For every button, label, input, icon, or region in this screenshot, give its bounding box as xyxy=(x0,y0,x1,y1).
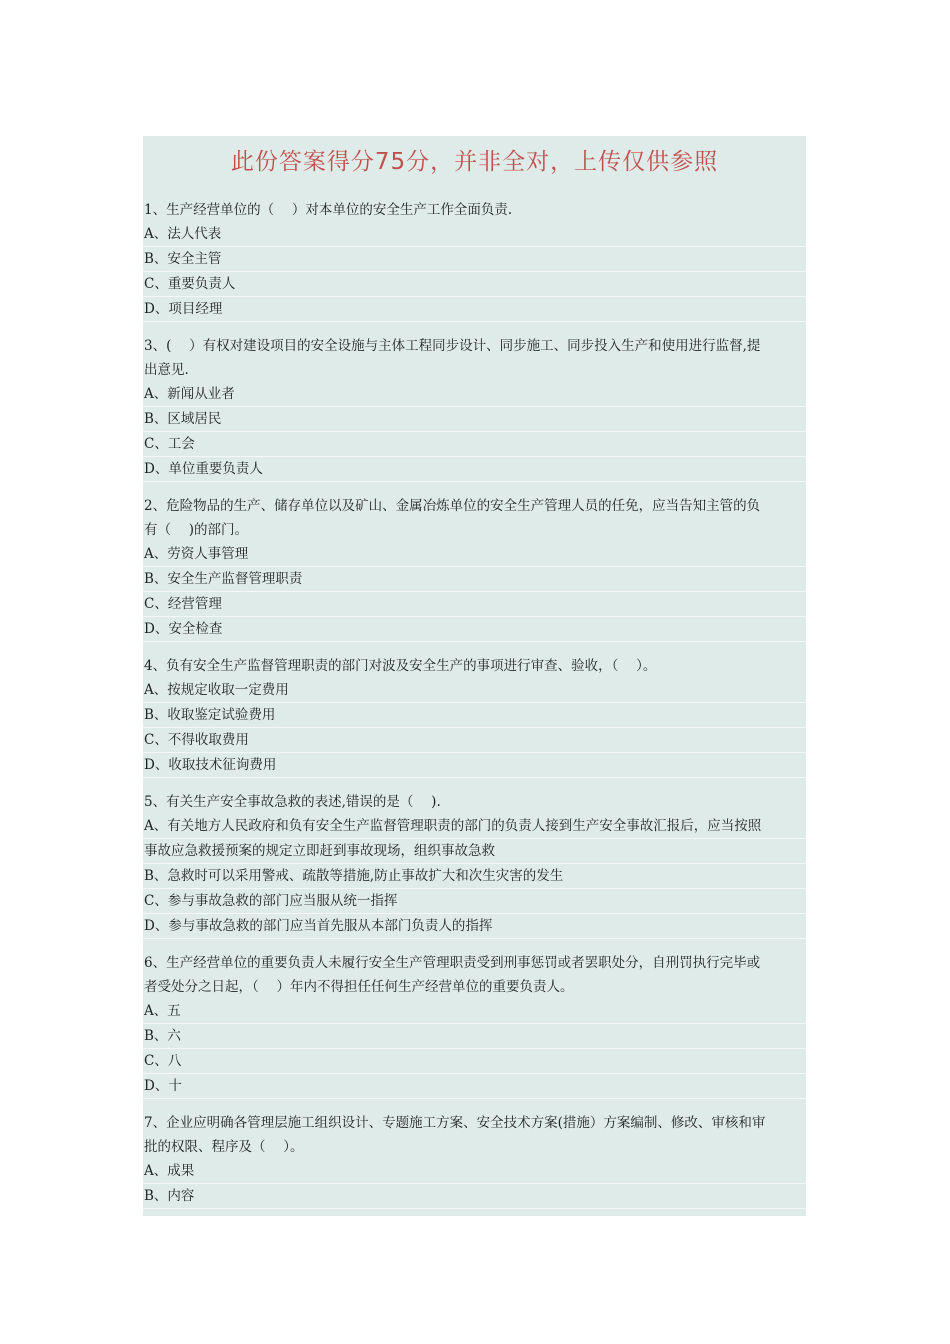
question-text-line: 5、有关生产安全事故急救的表述,错误的是（ ). xyxy=(144,794,441,810)
question-text xyxy=(143,951,806,999)
answer-option: A、新闻从业者 xyxy=(143,382,806,407)
answer-option: C、工会 xyxy=(143,432,806,457)
question-text-line: 者受处分之日起，（ ）年内不得担任任何生产经营单位的重要负责人。 xyxy=(144,979,574,995)
answer-option: B、安全生产监督管理职责 xyxy=(143,567,806,592)
answer-option: B、区域居民 xyxy=(143,407,806,432)
question-5 xyxy=(143,790,806,939)
question-2 xyxy=(143,334,806,482)
answer-option: A、成果 xyxy=(143,1159,806,1184)
answer-option: C、八 xyxy=(143,1049,806,1074)
question-text-line: 2、危险物品的生产、储存单位以及矿山、金属冶炼单位的安全生产管理人员的任免，应当告知主管的负 xyxy=(144,498,761,514)
question-3 xyxy=(143,494,806,642)
answer-option: 事故应急救援预案的规定立即赶到事故现场，组织事故急救 xyxy=(143,839,806,864)
answer-option: D、单位重要负责人 xyxy=(143,457,806,482)
answer-option: C、经营管理 xyxy=(143,592,806,617)
answer-option: B、内容 xyxy=(143,1184,806,1209)
question-text-line: 1、生产经营单位的（ ）对本单位的安全生产工作全面负责. xyxy=(144,202,513,218)
answer-option: A、有关地方人民政府和负有安全生产监督管理职责的部门的负责人接到生产安全事故汇报后，应当按照 xyxy=(143,814,806,839)
question-text xyxy=(143,334,806,382)
question-text xyxy=(143,654,806,678)
answer-option: A、按规定收取一定费用 xyxy=(143,678,806,703)
document-panel xyxy=(143,136,806,1216)
answer-option: D、收取技术征询费用 xyxy=(143,753,806,778)
question-text-line: 3、( ）有权对建设项目的安全设施与主体工程同步设计、同步施工、同步投入生产和使用进行监督,提 xyxy=(144,338,761,354)
answer-option: A、五 xyxy=(143,999,806,1024)
answer-option: C、不得收取费用 xyxy=(143,728,806,753)
answer-option: B、急救时可以采用警戒、疏散等措施,防止事故扩大和次生灾害的发生 xyxy=(143,864,806,889)
answer-option: B、六 xyxy=(143,1024,806,1049)
question-text-line: 有（ )的部门。 xyxy=(144,522,249,538)
answer-option: C、重要负责人 xyxy=(143,272,806,297)
question-text-line: 批的权限、程序及（ ）。 xyxy=(144,1139,304,1155)
question-6 xyxy=(143,951,806,1099)
question-text-line: 6、生产经营单位的重要负责人未履行安全生产管理职责受到刑事惩罚或者罢职处分，自刑罚执行完毕或 xyxy=(144,955,761,971)
question-text xyxy=(143,198,806,222)
question-text xyxy=(143,1111,806,1159)
answer-option: D、参与事故急救的部门应当首先服从本部门负责人的指挥 xyxy=(143,914,806,939)
question-7 xyxy=(143,1111,806,1209)
question-text-line: 7、企业应明确各管理层施工组织设计、专题施工方案、安全技术方案(措施）方案编制、修改、审核和审 xyxy=(144,1115,766,1131)
question-list xyxy=(143,198,806,1209)
answer-option: B、安全主管 xyxy=(143,247,806,272)
question-text xyxy=(143,494,806,542)
question-4 xyxy=(143,654,806,778)
question-1 xyxy=(143,198,806,322)
answer-option: A、法人代表 xyxy=(143,222,806,247)
question-text-line: 出意见. xyxy=(144,362,189,378)
question-text-line: 4、负有安全生产监督管理职责的部门对波及安全生产的事项进行审查、验收，（ ）。 xyxy=(144,658,657,674)
page-title: 此份答案得分75分，并非全对，上传仅供参照 xyxy=(230,149,719,175)
answer-option: C、参与事故急救的部门应当服从统一指挥 xyxy=(143,889,806,914)
answer-option: D、十 xyxy=(143,1074,806,1099)
answer-option: A、劳资人事管理 xyxy=(143,542,806,567)
answer-option: D、项目经理 xyxy=(143,297,806,322)
answer-option: D、安全检查 xyxy=(143,617,806,642)
answer-option: B、收取鉴定试验费用 xyxy=(143,703,806,728)
question-text xyxy=(143,790,806,814)
